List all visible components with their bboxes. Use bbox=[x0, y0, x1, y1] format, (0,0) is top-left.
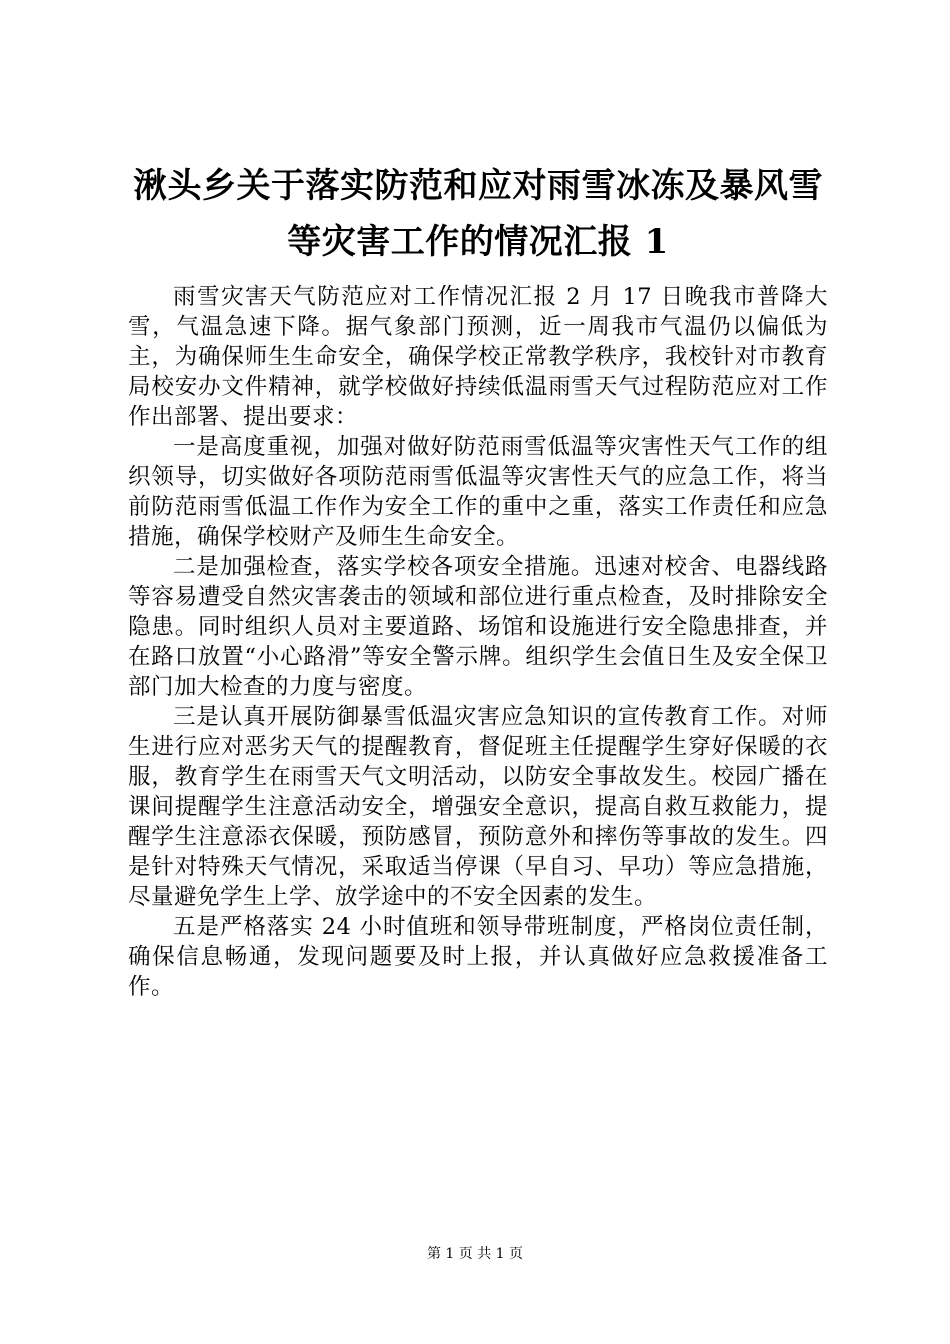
paragraph-point-3: 三是认真开展防御暴雪低温灾害应急知识的宣传教育工作。对师生进行应对恶劣天气的提醒教育，督促班主任提醒学生穿好保暖的衣服，教育学生在雨雪天气文明活动，以防安全事故发生。校园广播在课间提醒学生注意活动安全，增强安全意识，提高自救互救能力，提醒学生注意添衣保暖，预防感冒，预防意外和摔伤等事故的发生。四是针对特殊天气情况，采取适当停课（早自习、早功）等应急措施，尽量避免学生上学、放学途中的不安全因素的发生。 bbox=[128, 704, 828, 910]
paragraph-point-2: 二是加强检查，落实学校各项安全措施。迅速对校舍、电器线路等容易遭受自然灾害袭击的领域和部位进行重点检查，及时排除安全隐患。同时组织人员对主要道路、场馆和设施进行安全隐患排查，并在路口放置“小心路滑”等安全警示牌。组织学生会值日生及安全保卫部门加大检查的力度与密度。 bbox=[128, 554, 828, 700]
document-title bbox=[128, 158, 828, 270]
page-footer: 第 1 页 共 1 页 bbox=[426, 1246, 524, 1262]
title-line-2: 等灾害工作的情况汇报 1 bbox=[287, 222, 669, 262]
paragraph-point-1: 一是高度重视，加强对做好防范雨雪低温等灾害性天气工作的组织领导，切实做好各项防范雨雪低温等灾害性天气的应急工作，将当前防范雨雪低温工作作为安全工作的重中之重，落实工作责任和应急措施，确保学校财产及师生生命安全。 bbox=[128, 434, 828, 550]
paragraph-point-5: 五是严格落实 24 小时值班和领导带班制度，严格岗位责任制，确保信息畅通，发现问题要及时上报，并认真做好应急救援准备工作。 bbox=[128, 914, 828, 1000]
document-body bbox=[128, 282, 828, 1002]
title-line-1: 湫头乡关于落实防范和应对雨雪冰冻及暴风雪 bbox=[133, 166, 823, 206]
paragraph-intro: 雨雪灾害天气防范应对工作情况汇报 2 月 17 日晚我市普降大雪，气温急速下降。据气象部门预测，近一周我市气温仍以偏低为主，为确保师生生命安全，确保学校正常教学秩序，我校针对市教育局校安办文件精神，就学校做好持续低温雨雪天气过程防范应对工作作出部署、提出要求： bbox=[128, 284, 828, 430]
